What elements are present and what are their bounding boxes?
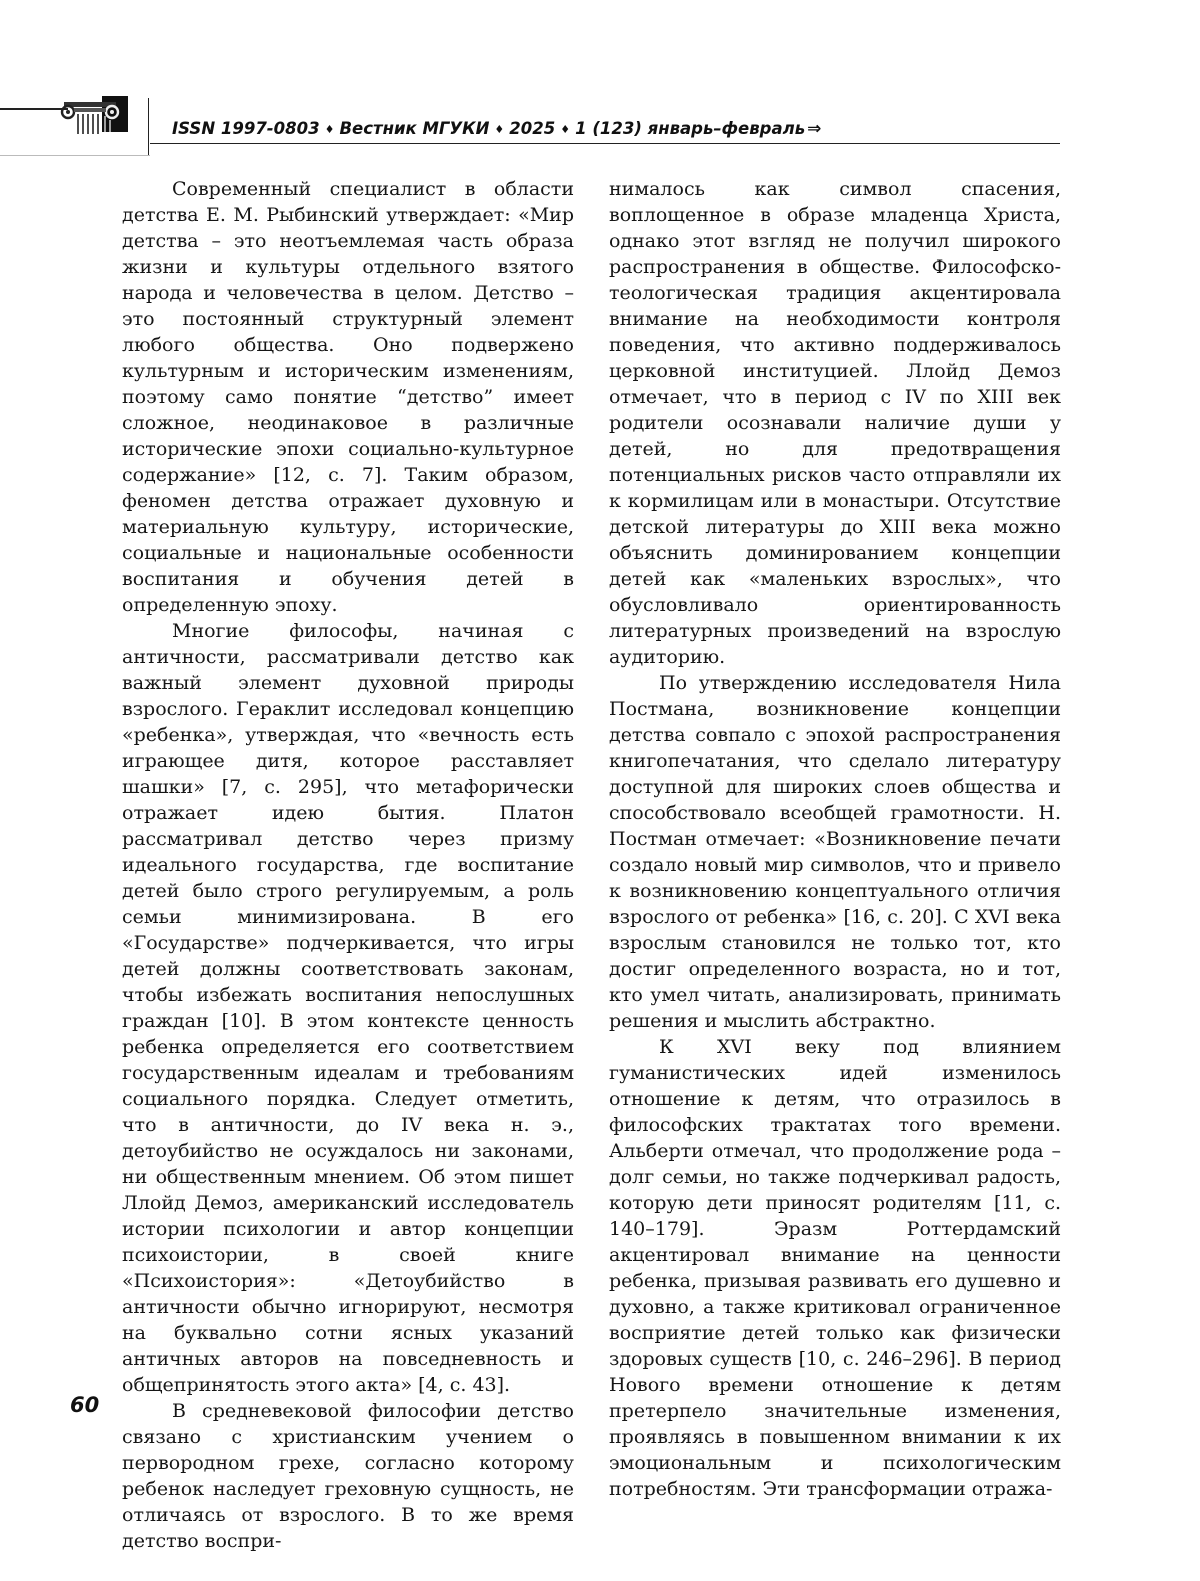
header-rule-bottom (0, 155, 150, 156)
left-column (122, 176, 574, 1554)
paragraph: К XVI веку под влиянием гуманистических идей изменилось отношение к детям, что отразилось в философских трактатах того времени. Альберти отмечал, что продолжение рода – долг семьи, но также подчеркивал радость, которую дети приносят родителям [11, с. 140–179]. Эразм Роттердамский акцентировал внимание на ценности ребенка, призывая развивать его душевно и духовно, а также критиковал ограниченное восприятие детей только как физически здоровых существ [10, с. 246–296]. В период Нового времени отношение к детям претерпело значительные изменения, проявляясь в повышенном внимании к их эмоциональным и психологическим потребностям. Эти трансформации отража- (609, 1036, 1061, 1500)
paragraph-continuation: нималось как символ спасения, воплощенное в образе младенца Христа, однако этот взгляд не получил широкого распространения в обществе. Философско-теологическая традиция акцентировала внимание на необходимости контроля поведения, что активно поддерживалось церковной институцией. Ллойд Демоз отмечает, что в период с IV по XIII век родители осознавали наличие души у детей, но для предотвращения потенциальных рисков часто отправляли их к кормилицам или в монастыри. Отсутствие детской литературы до XIII века можно объяснить доминированием концепции детей как «маленьких взрослых», что обусловливало ориентированность литературных произведений на взрослую аудиторию. (609, 178, 1061, 668)
paragraph: Современный специалист в области детства Е. М. Рыбинский утверждает: «Мир детства – это неотъемлемая часть образа жизни и культуры отдельного взятого народа и человечества в целом. Детство – это постоянный структурный элемент любого общества. Оно подвержено культурным и историческим изменениям, поэтому само понятие “детство” имеет сложное, неодинаковое в различные исторические эпохи социально-культурное содержание» [12, с. 7]. Таким образом, феномен детства отражает духовную и материальную культуру, исторические, социальные и национальные особенности воспитания и обучения детей в определенную эпоху. (122, 178, 574, 616)
header-rule-vertical (148, 98, 149, 156)
running-header (172, 116, 1052, 142)
next-arrow-icon: ⇒ (807, 119, 822, 139)
header-year: 2025 (509, 119, 556, 138)
page-number: 60 (70, 1393, 100, 1417)
header-journal: Вестник МГУКИ (339, 119, 490, 138)
header-underline (150, 143, 1060, 144)
paragraph: По утверждению исследователя Нила Постмана, возникновение концепции детства совпало с эпохой распространения книгопечатания, что сделало литературу доступной для широких слоев общества и способствовало всеобщей грамотности. Н. Постман отмечает: «Возникновение печати создало новый мир символов, что и привело к возникновению концептуального отличия взрослого от ребенка» [16, с. 20]. С XVI века взрослым становился не только тот, кто достиг определенного возраста, но и тот, кто умел читать, анализировать, принимать решения и мыслить абстрактно. (609, 672, 1061, 1032)
header-separator: ♦ (324, 123, 335, 136)
paragraph: Многие философы, начиная с античности, рассматривали детство как важный элемент духовной природы взрослого. Гераклит исследовал концепцию «ребенка», утверждая, что «вечность есть играющее дитя, которое расставляет шашки» [7, с. 295], что метафорически отражает идею бытия. Платон рассматривал детство через призму идеального государства, где воспитание детей было строго регулируемым, а роль семьи минимизирована. В его «Государстве» подчеркивается, что игры детей должны соответствовать законам, чтобы избежать воспитания непослушных граждан [10]. В этом контексте ценность ребенка определяется его соответствием государственным идеалам и требованиям социального порядка. Следует отметить, что в античности, до IV века н. э., детоубийство не осуждалось ни законами, ни общественным мнением. Об этом пишет Ллойд Демоз, американский исследователь истории психологии и автор концепции психоистории, в своей книге «Психоистория»: «Детоубийство в античности обычно игнорируют, несмотря на буквально сотни ясных указаний античных авторов на повседневность и общепринятость этого акта» [4, с. 43]. (122, 620, 574, 1396)
header-issue: 1 (123) январь–февраль (575, 119, 806, 138)
right-column (609, 176, 1061, 1502)
header-issn: ISSN 1997-0803 (172, 119, 320, 138)
header-separator: ♦ (494, 123, 505, 136)
header-separator: ♦ (560, 123, 571, 136)
ionic-column-capital-icon (58, 96, 130, 136)
paragraph: В средневековой философии детство связано с христианским учением о первородном грехе, согласно которому ребенок наследует греховную сущность, не отличаясь от взрослого. В то же время детство воспри- (122, 1400, 574, 1552)
